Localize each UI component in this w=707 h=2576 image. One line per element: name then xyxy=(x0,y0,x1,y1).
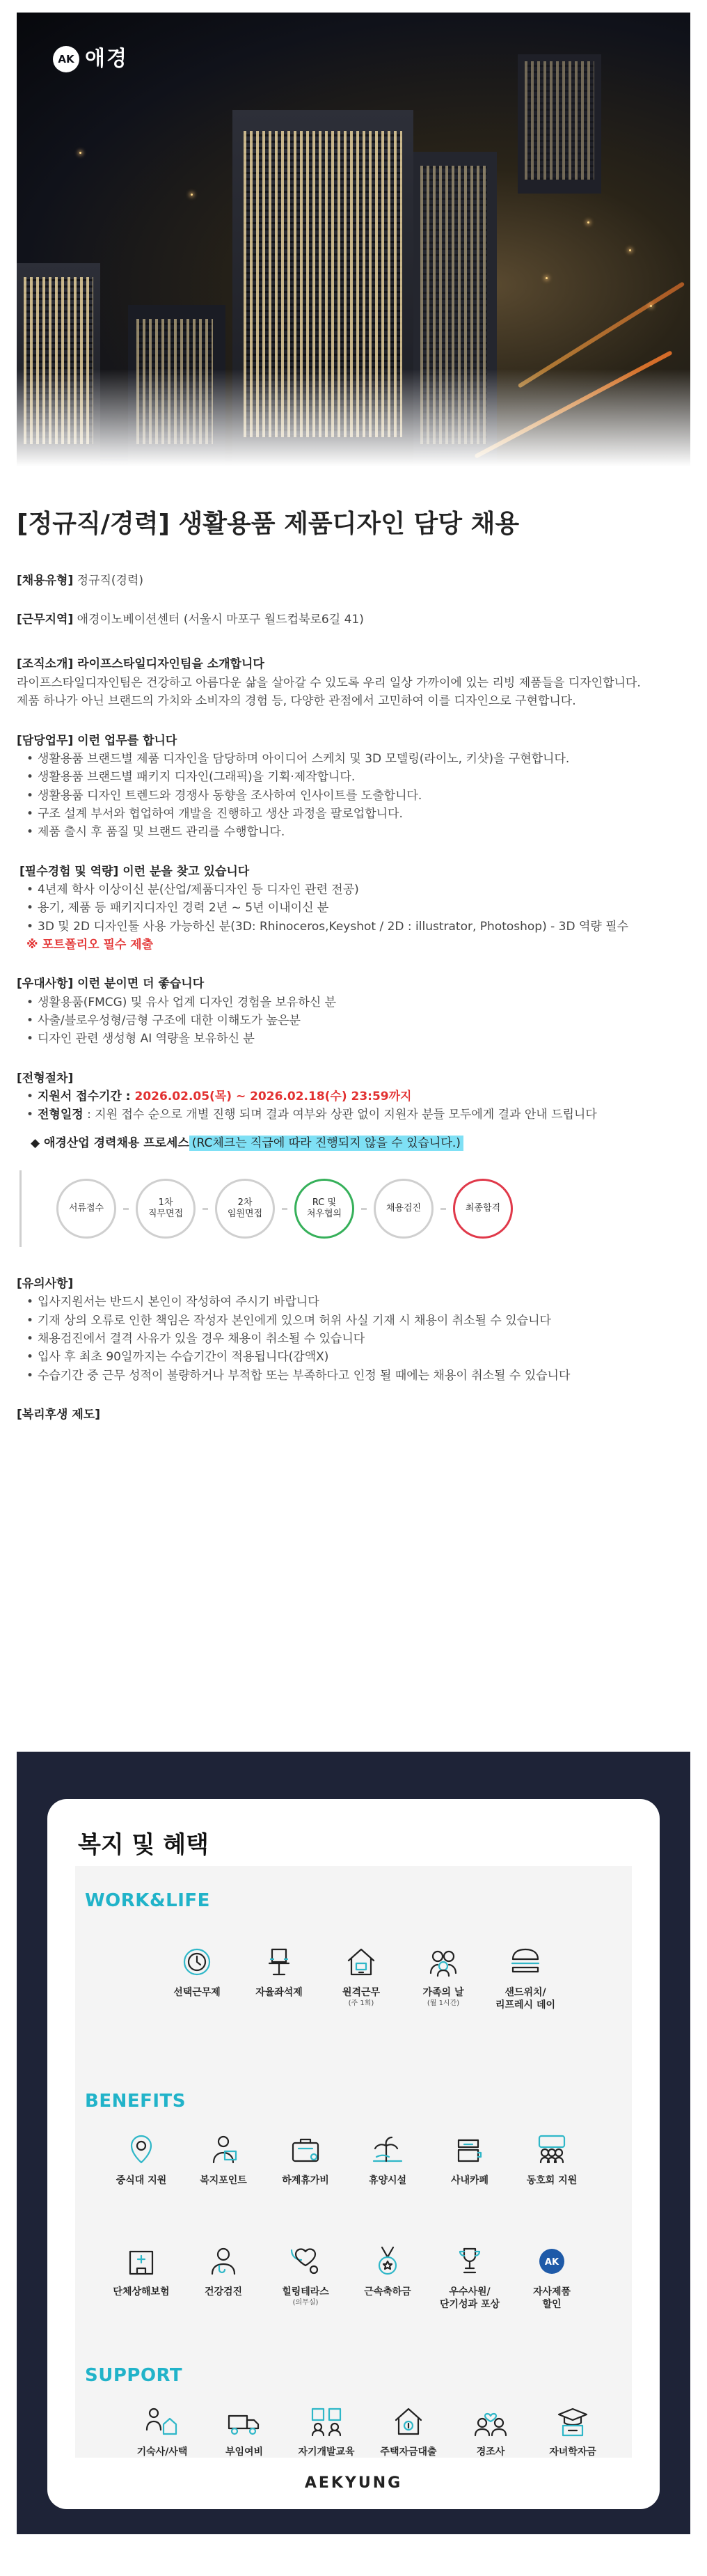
list-item: • 수습기간 중 근무 성적이 불량하거나 부적합 또는 부족하다고 인정 될 때에는 채용이 취소될 수 있습니다 xyxy=(26,1367,690,1385)
benefit-label: 동호회 지원 xyxy=(526,2175,578,2186)
page-title: [정규직/경력] 생활용품 제품디자인 담당 채용 xyxy=(17,510,520,538)
portfolio-note: ※ 포트폴리오 필수 제출 xyxy=(26,937,154,952)
posting-body xyxy=(17,508,690,1424)
burger-icon xyxy=(506,1942,545,1981)
step-final: 최종합격 xyxy=(453,1179,513,1239)
benefit-item xyxy=(405,1942,482,2008)
notice-heading: [유의사항] xyxy=(17,1277,74,1291)
house-loan-icon xyxy=(389,2402,428,2441)
benefit-item xyxy=(349,2242,426,2299)
heart-people-icon xyxy=(471,2402,510,2441)
family-icon xyxy=(424,1942,463,1981)
logo-text: 애경 xyxy=(85,47,128,71)
club-icon xyxy=(532,2130,571,2169)
benefit-label: 샌드위치/ 리프레시 데이 xyxy=(495,1987,556,2011)
org-heading: [조직소개] 라이프스타일디자인팀을 소개합니다 xyxy=(17,657,264,672)
list-item: • 입사지원서는 반드시 본인이 작성하여 주시기 바랍니다 xyxy=(26,1293,690,1311)
benefit-item xyxy=(323,1942,399,2008)
graduation-icon xyxy=(553,2402,592,2441)
benefit-item xyxy=(534,2402,611,2459)
requirements-heading: [필수경험 및 역량] 이런 분을 찾고 있습니다 xyxy=(19,864,250,879)
preferred-heading: [우대사항] 이런 분이면 더 좋습니다 xyxy=(17,977,205,991)
benefit-label: 자율좌석제 xyxy=(255,1987,303,1998)
list-item: • 4년제 학사 이상이신 분(산업/제품디자인 등 디자인 관련 전공) xyxy=(26,881,690,899)
money-person-icon xyxy=(204,2130,243,2169)
welfare-heading: [복리후생 제도] xyxy=(17,1408,100,1422)
list-item: • 생활용품 디자인 트렌드와 경쟁사 동향을 조사하여 인사이트를 도출합니다. xyxy=(26,787,690,805)
work-location xyxy=(17,611,690,629)
cafe-icon xyxy=(450,2130,489,2169)
benefit-label: 하계휴가비 xyxy=(282,2175,329,2186)
benefit-label: 중식대 지원 xyxy=(116,2175,167,2186)
location-value: 애경이노베이션센터 (서울시 마포구 월드컵북로6길 41) xyxy=(77,613,364,627)
aekyung-logo xyxy=(53,43,128,76)
education-icon xyxy=(307,2402,346,2441)
schedule-label: 전형일정 xyxy=(38,1108,84,1122)
step-health-check: 채용검진 xyxy=(374,1179,434,1239)
org-intro xyxy=(17,655,690,710)
benefit-item xyxy=(349,2130,426,2188)
period-value: 2026.02.05(목) ~ 2026.02.18(수) 23:59까지 xyxy=(134,1090,412,1104)
benefit-label: 자녀학자금 xyxy=(549,2447,596,2458)
benefit-label: 경조사 xyxy=(476,2447,505,2458)
location-food-icon xyxy=(122,2130,161,2169)
benefit-label: 단체상해보험 xyxy=(113,2286,170,2298)
preferred-section xyxy=(17,975,690,1048)
process-flow xyxy=(19,1170,690,1247)
list-item: • 사출/블로우성형/금형 구조에 대한 이해도가 높은분 xyxy=(26,1012,690,1030)
list-item: • 용기, 제품 등 패키지디자인 경력 2년 ~ 5년 이내이신 분 xyxy=(26,899,690,917)
trophy-icon xyxy=(450,2242,489,2281)
list-item: • 3D 및 2D 디자인툴 사용 가능하신 분(3D: Rhinoceros,Keyshot / 2D : illustrator, Photoshop) - 3D 역량 필수 xyxy=(26,918,690,936)
aekyung-logo-icon: AK xyxy=(53,46,79,72)
benefit-item xyxy=(487,1942,564,2011)
benefit-sublabel: (의무실) xyxy=(292,2298,319,2307)
list-item: • 입사 후 최초 90일까지는 수습기간이 적용됩니다(감액X) xyxy=(26,1348,690,1366)
requirements-section xyxy=(17,863,690,955)
benefit-item xyxy=(288,2402,365,2459)
benefit-label: 복지포인트 xyxy=(200,2175,247,2186)
notice-section xyxy=(17,1275,690,1385)
benefits-graphic xyxy=(17,1752,690,2534)
benefit-item xyxy=(514,2242,590,2311)
benefits-title: 복지 및 혜택 xyxy=(78,1831,209,1859)
chair-icon xyxy=(260,1942,299,1981)
home-office-icon xyxy=(342,1942,381,1981)
org-line: 제품 하나가 아닌 브랜드의 가치와 소비자의 경험 등, 다양한 관점에서 고민하여 이를 디자인으로 구현합니다. xyxy=(17,694,576,709)
list-item: • 제품 출시 후 품질 및 브랜드 관리를 수행합니다. xyxy=(26,823,690,841)
benefit-label: 선택근무제 xyxy=(173,1987,221,1998)
benefit-item xyxy=(267,2242,344,2307)
benefit-label: 부임여비 xyxy=(225,2447,264,2458)
step-document: 서류접수 xyxy=(56,1179,116,1239)
benefit-label: 자사제품 할인 xyxy=(532,2286,571,2310)
employment-type xyxy=(17,572,690,590)
list-item: • 구조 설계 부서와 협업하여 개발을 진행하고 생산 과정을 팔로업합니다. xyxy=(26,805,690,823)
list-item: • 생활용품 브랜드별 제품 디자인을 담당하며 아이디어 스케치 및 3D 모델링(라이노, 키샷)을 구현합니다. xyxy=(26,750,690,768)
benefit-item xyxy=(452,2402,529,2459)
org-line: 라이프스타일디자인팀은 건강하고 아름다운 삶을 살아갈 수 있도록 우리 일상 가까이에 있는 리빙 제품들을 디자인합니다. xyxy=(17,675,641,690)
duties-heading: [담당업무] 이런 업무를 합니다 xyxy=(17,733,177,748)
benefit-item xyxy=(514,2130,590,2188)
suitcase-icon xyxy=(286,2130,325,2169)
location-label: [근무지역] xyxy=(17,613,74,627)
benefit-label: 휴양시설 xyxy=(368,2175,407,2186)
benefit-label: 자기개발교육 xyxy=(298,2447,355,2458)
step-interview-2: 2차 임원면접 xyxy=(215,1179,275,1239)
benefits-panel xyxy=(75,1866,632,2458)
moving-truck-icon xyxy=(225,2402,264,2441)
clock-icon xyxy=(177,1942,216,1981)
period-label: 지원서 접수기간 : xyxy=(38,1090,135,1104)
employment-value: 정규직(경력) xyxy=(77,573,144,588)
benefit-label: 주택자금대출 xyxy=(380,2447,437,2458)
process-flow-title: ◆ 애경산업 경력채용 프로세스 (RC체크는 직급에 따라 진행되지 않을 수 있습니다.) xyxy=(31,1134,463,1152)
category-work-life: WORK&LIFE xyxy=(85,1890,210,1911)
benefit-item xyxy=(185,2242,262,2299)
building-far xyxy=(518,54,601,194)
benefit-item xyxy=(267,2130,344,2188)
svg-text:AK: AK xyxy=(544,2257,559,2268)
benefit-item xyxy=(206,2402,283,2459)
step-interview-1: 1차 직무면접 xyxy=(136,1179,196,1239)
process-flow-note: (RC체크는 직급에 따라 진행되지 않을 수 있습니다.) xyxy=(189,1136,463,1151)
benefit-label: 우수사원/ 단기성과 포상 xyxy=(439,2286,500,2310)
benefit-label: 기숙사/사택 xyxy=(136,2447,188,2458)
island-icon xyxy=(368,2130,407,2169)
process-heading: [전형절차] xyxy=(17,1071,74,1085)
list-item: • 채용검진에서 결격 사유가 있을 경우 채용이 취소될 수 있습니다 xyxy=(26,1330,690,1348)
benefit-label: 근속축하금 xyxy=(364,2286,411,2298)
benefit-label: 건강검진 xyxy=(204,2286,243,2298)
benefit-item xyxy=(241,1942,317,2000)
benefit-item xyxy=(431,2242,508,2311)
hero-image xyxy=(17,13,690,466)
medal-icon xyxy=(368,2242,407,2281)
benefit-sublabel: (월 1시간) xyxy=(427,1999,460,2007)
duties-section xyxy=(17,732,690,842)
process-section xyxy=(17,1069,690,1247)
benefits-card xyxy=(47,1799,660,2509)
benefit-item xyxy=(124,2402,200,2459)
benefit-sublabel: (주 1회) xyxy=(348,1999,374,2007)
schedule-value: : 지원 접수 순으로 개별 진행 되며 결과 여부와 상관 없이 지원자 분들 모두에게 결과 안내 드립니다 xyxy=(83,1108,597,1122)
list-item: • 기재 상의 오류로 인한 책임은 작성자 본인에게 있으며 허위 사실 기재 시 채용이 취소될 수 있습니다 xyxy=(26,1312,690,1330)
hospital-icon xyxy=(122,2242,161,2281)
list-item: • 생활용품(FMCG) 및 유사 업계 디자인 경험을 보유하신 분 xyxy=(26,994,690,1012)
stethoscope-icon xyxy=(286,2242,325,2281)
aekyung-logo-icon xyxy=(532,2242,571,2281)
benefit-item xyxy=(103,2130,180,2188)
list-item xyxy=(26,1087,690,1106)
benefit-item xyxy=(185,2130,262,2188)
benefit-item xyxy=(431,2130,508,2188)
employment-label: [채용유형] xyxy=(17,573,74,588)
category-support: SUPPORT xyxy=(85,2365,183,2386)
aekyung-brand-text: AEKYUNG xyxy=(304,2474,403,2492)
step-rc-check: RC 및 처우협의 xyxy=(294,1179,354,1239)
benefit-item xyxy=(103,2242,180,2299)
list-item: • 생활용품 브랜드별 패키지 디자인(그래픽)을 기획·제작합니다. xyxy=(26,768,690,786)
benefit-label: 힐링테라스 (의무실) xyxy=(267,2286,344,2307)
benefit-label: 원격근무 (주 1회) xyxy=(323,1987,399,2008)
doctor-icon xyxy=(204,2242,243,2281)
dorm-icon xyxy=(143,2402,182,2441)
list-item xyxy=(26,1106,690,1124)
benefit-item xyxy=(159,1942,235,2000)
benefit-label: 사내카페 xyxy=(450,2175,489,2186)
list-item: • 디자인 관련 생성형 AI 역량을 보유하신 분 xyxy=(26,1030,690,1048)
category-benefits: BENEFITS xyxy=(85,2091,186,2112)
benefit-label: 가족의 날 (월 1시간) xyxy=(405,1987,482,2008)
benefit-item xyxy=(370,2402,447,2459)
